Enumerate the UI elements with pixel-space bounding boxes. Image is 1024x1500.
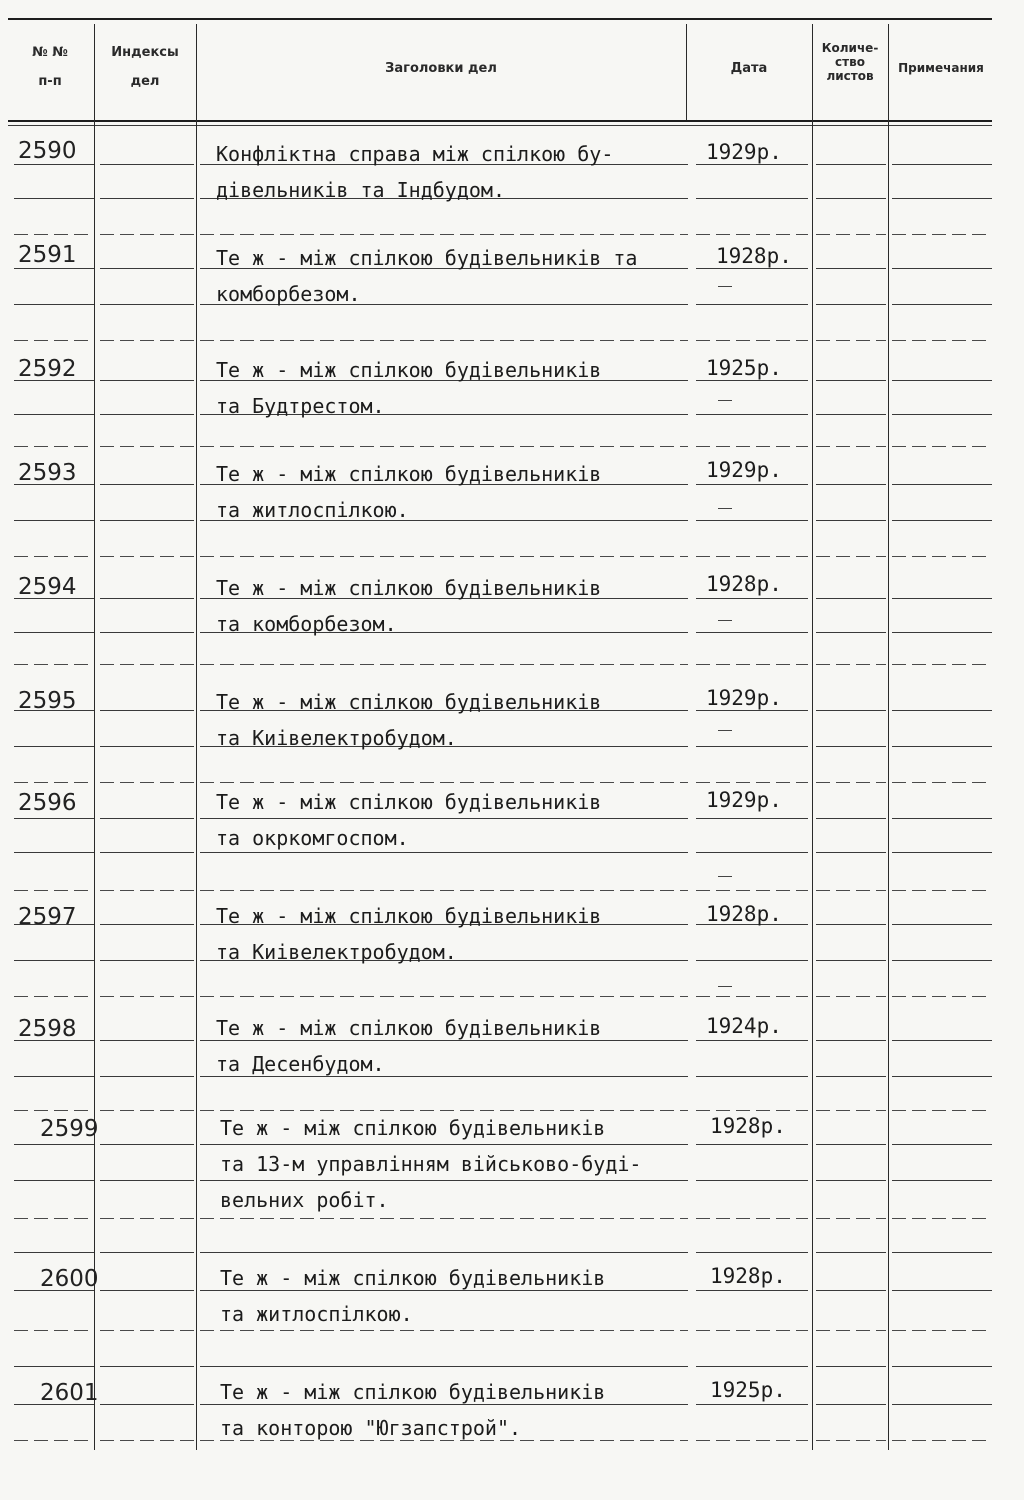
record-title: [216, 784, 696, 856]
ruled-line: [892, 1366, 992, 1367]
title-line: Те ж - мiж спiлкою будiвельникiв: [220, 1116, 606, 1140]
ruled-line: [100, 632, 194, 633]
ruled-line: [14, 1366, 94, 1367]
ruled-line: [100, 960, 194, 961]
ruled-line: [696, 340, 808, 341]
header-notes-text: Примечания: [898, 61, 984, 75]
ruled-line: [696, 1404, 808, 1405]
ruled-line: [100, 446, 194, 447]
ruled-line: [816, 340, 886, 341]
ruled-line: [816, 1330, 886, 1331]
ruled-line: [816, 1366, 886, 1367]
ruled-line: [892, 890, 992, 891]
ruled-line: [14, 1330, 94, 1331]
ruled-line: [100, 340, 194, 341]
dash-mark: [718, 508, 732, 509]
ruled-line: [14, 852, 94, 853]
ruled-line: [200, 1218, 688, 1219]
title-line: Те ж - мiж спiлкою будiвельникiв: [216, 462, 602, 486]
ruled-line: [14, 996, 94, 997]
ruled-line: [816, 1404, 886, 1405]
ruled-line: [892, 1440, 992, 1441]
ruled-line: [816, 632, 886, 633]
header-number: [10, 46, 90, 90]
ruled-line: [696, 890, 808, 891]
ruled-line: [14, 446, 94, 447]
ruled-line: [696, 598, 808, 599]
header-notes: [890, 62, 992, 76]
ruled-line: [100, 304, 194, 305]
ruled-line: [892, 1290, 992, 1291]
ruled-line: [892, 632, 992, 633]
ruled-line: [892, 304, 992, 305]
ruled-line: [100, 1330, 194, 1331]
ruled-line: [14, 340, 94, 341]
ruled-line: [892, 664, 992, 665]
ruled-line: [200, 1366, 688, 1367]
col-divider-1: [94, 24, 95, 1450]
record-title: [216, 1010, 696, 1082]
record-date: 1925р.: [706, 356, 782, 380]
record-date: 1929р.: [706, 140, 782, 164]
ruled-line: [100, 818, 194, 819]
ruled-line: [816, 446, 886, 447]
ruled-line: [200, 996, 688, 997]
title-line: дiвельникiв та Iндбудом.: [216, 178, 505, 202]
ruled-line: [100, 380, 194, 381]
col-divider-4: [812, 24, 813, 1450]
ruled-line: [696, 1040, 808, 1041]
ruled-line: [816, 268, 886, 269]
ruled-line: [100, 414, 194, 415]
ruled-line: [816, 710, 886, 711]
title-line: Те ж - мiж спiлкою будiвельникiв: [220, 1380, 606, 1404]
ruled-line: [100, 924, 194, 925]
ruled-line: [892, 414, 992, 415]
record-title: [216, 684, 696, 756]
ruled-line: [816, 960, 886, 961]
ruled-line: [816, 818, 886, 819]
ruled-line: [696, 1290, 808, 1291]
ruled-line: [100, 996, 194, 997]
ruled-line: [816, 996, 886, 997]
ruled-line: [892, 446, 992, 447]
ruled-line: [14, 818, 94, 819]
ruled-line: [100, 852, 194, 853]
ruled-line: [696, 164, 808, 165]
ruled-line: [14, 890, 94, 891]
ruled-line: [696, 1218, 808, 1219]
ruled-line: [100, 1366, 194, 1367]
title-line: комборбезом.: [216, 282, 361, 306]
dash-mark: [718, 620, 732, 621]
ruled-line: [696, 446, 808, 447]
title-line: та Десенбудом.: [216, 1052, 385, 1076]
ruled-line: [816, 1440, 886, 1441]
ruled-line: [892, 782, 992, 783]
dash-mark: [718, 286, 732, 287]
header-bottom-rule: [8, 120, 992, 122]
ruled-line: [696, 1144, 808, 1145]
record-title: [216, 240, 696, 312]
header-index-line-2: дел: [130, 73, 160, 89]
ruled-line: [100, 1252, 194, 1253]
record-title: [216, 352, 696, 424]
ruled-line: [14, 1252, 94, 1253]
record-date: 1929р.: [706, 458, 782, 482]
ruled-line: [696, 632, 808, 633]
ruled-line: [816, 1290, 886, 1291]
header-title-text: Заголовки дел: [385, 61, 497, 76]
ruled-line: [100, 1110, 194, 1111]
ruled-line: [696, 818, 808, 819]
ruled-line: [14, 1180, 94, 1181]
ruled-line: [892, 1110, 992, 1111]
record-title: [216, 570, 696, 642]
record-number: 2591: [18, 242, 77, 268]
ruled-line: [696, 380, 808, 381]
ruled-line: [200, 1252, 688, 1253]
ruled-line: [816, 1218, 886, 1219]
ruled-line: [892, 852, 992, 853]
record-title: [216, 456, 696, 528]
ruled-line: [816, 1144, 886, 1145]
record-date: 1929р.: [706, 686, 782, 710]
ruled-line: [816, 782, 886, 783]
ruled-line: [696, 198, 808, 199]
title-line: Те ж - мiж спiлкою будiвельникiв: [216, 690, 602, 714]
ruled-line: [892, 380, 992, 381]
ruled-line: [696, 268, 808, 269]
title-line: та Будтрестом.: [216, 394, 385, 418]
header-date-text: Дата: [730, 61, 768, 76]
title-line: та житлоспiлкою.: [216, 498, 409, 522]
record-date: 1928р.: [716, 244, 792, 268]
ruled-line: [14, 1440, 94, 1441]
ruled-line: [100, 1218, 194, 1219]
ruled-line: [100, 710, 194, 711]
record-date: 1928р.: [710, 1114, 786, 1138]
ruled-line: [816, 1040, 886, 1041]
ruled-line: [696, 996, 808, 997]
record-number: 2601: [40, 1380, 99, 1406]
ruled-line: [200, 782, 688, 783]
ruled-line: [816, 164, 886, 165]
record-title: [216, 898, 696, 970]
ruled-line: [816, 1076, 886, 1077]
ruled-line: [892, 1330, 992, 1331]
title-line: та 13-м управлiнням вiйськово-будi-: [220, 1152, 642, 1176]
record-title: [220, 1260, 700, 1332]
ruled-line: [100, 520, 194, 521]
ruled-line: [100, 782, 194, 783]
ruled-line: [892, 556, 992, 557]
ruled-line: [696, 1252, 808, 1253]
title-line: вельних робiт.: [220, 1188, 389, 1212]
ruled-line: [892, 340, 992, 341]
title-line: та Киiвелектробудом.: [216, 726, 457, 750]
ruled-line: [100, 890, 194, 891]
ruled-line: [892, 924, 992, 925]
ruled-line: [892, 484, 992, 485]
ruled-line: [696, 1180, 808, 1181]
ruled-line: [892, 710, 992, 711]
title-line: Те ж - мiж спiлкою будiвельникiв: [216, 1016, 602, 1040]
header-index-line-1: Индексы: [111, 45, 179, 60]
ruled-line: [100, 1144, 194, 1145]
ruled-line: [816, 380, 886, 381]
record-date: 1928р.: [706, 572, 782, 596]
dash-mark: [718, 986, 732, 987]
ruled-line: [892, 598, 992, 599]
ruled-line: [816, 1180, 886, 1181]
ruled-line: [892, 996, 992, 997]
ruled-line: [14, 1076, 94, 1077]
ruled-line: [200, 664, 688, 665]
ruled-line: [14, 1110, 94, 1111]
ruled-line: [14, 304, 94, 305]
ruled-line: [14, 746, 94, 747]
ruled-line: [892, 1252, 992, 1253]
ruled-line: [14, 414, 94, 415]
ruled-line: [816, 234, 886, 235]
record-date: 1925р.: [710, 1378, 786, 1402]
ruled-line: [816, 598, 886, 599]
ruled-line: [696, 1110, 808, 1111]
ruled-line: [696, 746, 808, 747]
record-number: 2595: [18, 688, 77, 714]
ruled-line: [696, 782, 808, 783]
ruled-line: [100, 1076, 194, 1077]
ruled-line: [14, 782, 94, 783]
title-line: Те ж - мiж спiлкою будiвельникiв: [216, 904, 602, 928]
record-number: 2600: [40, 1266, 99, 1292]
ruled-line: [100, 484, 194, 485]
record-number: 2592: [18, 356, 77, 382]
col-divider-2: [196, 24, 197, 1450]
record-number: 2599: [40, 1116, 99, 1142]
ruled-line: [696, 710, 808, 711]
ruled-line: [14, 1218, 94, 1219]
ruled-line: [892, 1076, 992, 1077]
title-line: Те ж - мiж спiлкою будiвельникiв: [216, 358, 602, 382]
ruled-line: [14, 198, 94, 199]
record-date: 1924р.: [706, 1014, 782, 1038]
ruled-line: [696, 852, 808, 853]
ruled-line: [696, 304, 808, 305]
title-line: Те ж - мiж спiлкою будiвельникiв: [216, 576, 602, 600]
ruled-line: [100, 556, 194, 557]
ruled-line: [100, 746, 194, 747]
ruled-line: [892, 268, 992, 269]
header-sheets-line-2: ство: [835, 54, 865, 69]
ruled-line: [892, 198, 992, 199]
ruled-line: [696, 960, 808, 961]
ruled-line: [892, 746, 992, 747]
ruled-line: [696, 520, 808, 521]
ruled-line: [100, 1180, 194, 1181]
record-title: [220, 1110, 700, 1218]
ruled-line: [892, 1218, 992, 1219]
record-number: 2597: [18, 904, 77, 930]
header-sheets: [814, 42, 886, 83]
ruled-line: [14, 234, 94, 235]
ruled-line: [696, 234, 808, 235]
title-line: Те ж - мiж спiлкою будiвельникiв: [220, 1266, 606, 1290]
ruled-line: [816, 1110, 886, 1111]
ruled-line: [100, 198, 194, 199]
ruled-line: [200, 556, 688, 557]
record-date: 1928р.: [706, 902, 782, 926]
col-divider-3: [686, 24, 687, 120]
ruled-line: [100, 598, 194, 599]
dash-mark: [718, 876, 732, 877]
ruled-line: [200, 234, 688, 235]
header-bottom-rule-2: [8, 125, 992, 126]
record-number: 2593: [18, 460, 77, 486]
ruled-line: [816, 484, 886, 485]
record-title: [216, 136, 696, 208]
ruled-line: [14, 632, 94, 633]
ruled-line: [100, 164, 194, 165]
ruled-line: [816, 556, 886, 557]
ruled-line: [100, 664, 194, 665]
title-line: та Киiвелектробудом.: [216, 940, 457, 964]
ruled-line: [816, 664, 886, 665]
ruled-line: [696, 1076, 808, 1077]
ruled-line: [200, 890, 688, 891]
ruled-line: [816, 852, 886, 853]
ruled-line: [816, 924, 886, 925]
ruled-line: [200, 340, 688, 341]
title-line: та житлоспiлкою.: [220, 1302, 413, 1326]
dash-mark: [718, 730, 732, 731]
top-border: [8, 18, 992, 20]
title-line: Те ж - мiж спiлкою будiвельникiв: [216, 790, 602, 814]
ruled-line: [892, 1404, 992, 1405]
ruled-line: [696, 484, 808, 485]
ruled-line: [816, 304, 886, 305]
record-number: 2590: [18, 138, 77, 164]
ruled-line: [816, 414, 886, 415]
ruled-line: [892, 818, 992, 819]
ruled-line: [892, 960, 992, 961]
header-number-line-2: п-п: [38, 73, 62, 89]
ruled-line: [816, 746, 886, 747]
ruled-line: [892, 1144, 992, 1145]
title-line: Те ж - мiж спiлкою будiвельникiв та: [216, 246, 638, 270]
ruled-line: [100, 1040, 194, 1041]
ruled-line: [14, 520, 94, 521]
ruled-line: [14, 268, 94, 269]
col-divider-5: [888, 24, 889, 1450]
title-line: та конторою "Югзапстрой".: [220, 1416, 522, 1440]
ruled-line: [696, 664, 808, 665]
title-line: та окркомгоспом.: [216, 826, 409, 850]
header-title: [200, 62, 682, 77]
ruled-line: [14, 1144, 94, 1145]
record-date: 1928р.: [710, 1264, 786, 1288]
ruled-line: [696, 556, 808, 557]
record-number: 2594: [18, 574, 77, 600]
record-number: 2596: [18, 790, 77, 816]
ruled-line: [696, 1440, 808, 1441]
ruled-line: [892, 164, 992, 165]
ruled-line: [816, 890, 886, 891]
record-date: 1929р.: [706, 788, 782, 812]
ruled-line: [816, 198, 886, 199]
header-date: [690, 62, 808, 77]
record-title: [220, 1374, 700, 1446]
ruled-line: [14, 556, 94, 557]
ruled-line: [892, 1040, 992, 1041]
ruled-line: [200, 446, 688, 447]
ruled-line: [816, 1252, 886, 1253]
header-sheets-line-1: Количе-: [821, 41, 879, 55]
ruled-line: [14, 664, 94, 665]
title-line: Конфлiктна справа мiж спiлкою бу-: [216, 142, 614, 166]
header-sheets-line-3: листов: [826, 68, 874, 83]
ruled-line: [892, 234, 992, 235]
header-number-line-1: № №: [32, 45, 68, 60]
ruled-line: [100, 268, 194, 269]
ruled-line: [100, 1440, 194, 1441]
ruled-line: [696, 1330, 808, 1331]
ruled-line: [14, 960, 94, 961]
ruled-line: [696, 1366, 808, 1367]
ruled-line: [14, 164, 94, 165]
header-index: [98, 46, 192, 90]
ruled-line: [892, 1180, 992, 1181]
record-number: 2598: [18, 1016, 77, 1042]
dash-mark: [718, 400, 732, 401]
ruled-line: [696, 414, 808, 415]
ruled-line: [816, 520, 886, 521]
title-line: та комборбезом.: [216, 612, 397, 636]
ruled-line: [892, 520, 992, 521]
ruled-line: [100, 234, 194, 235]
